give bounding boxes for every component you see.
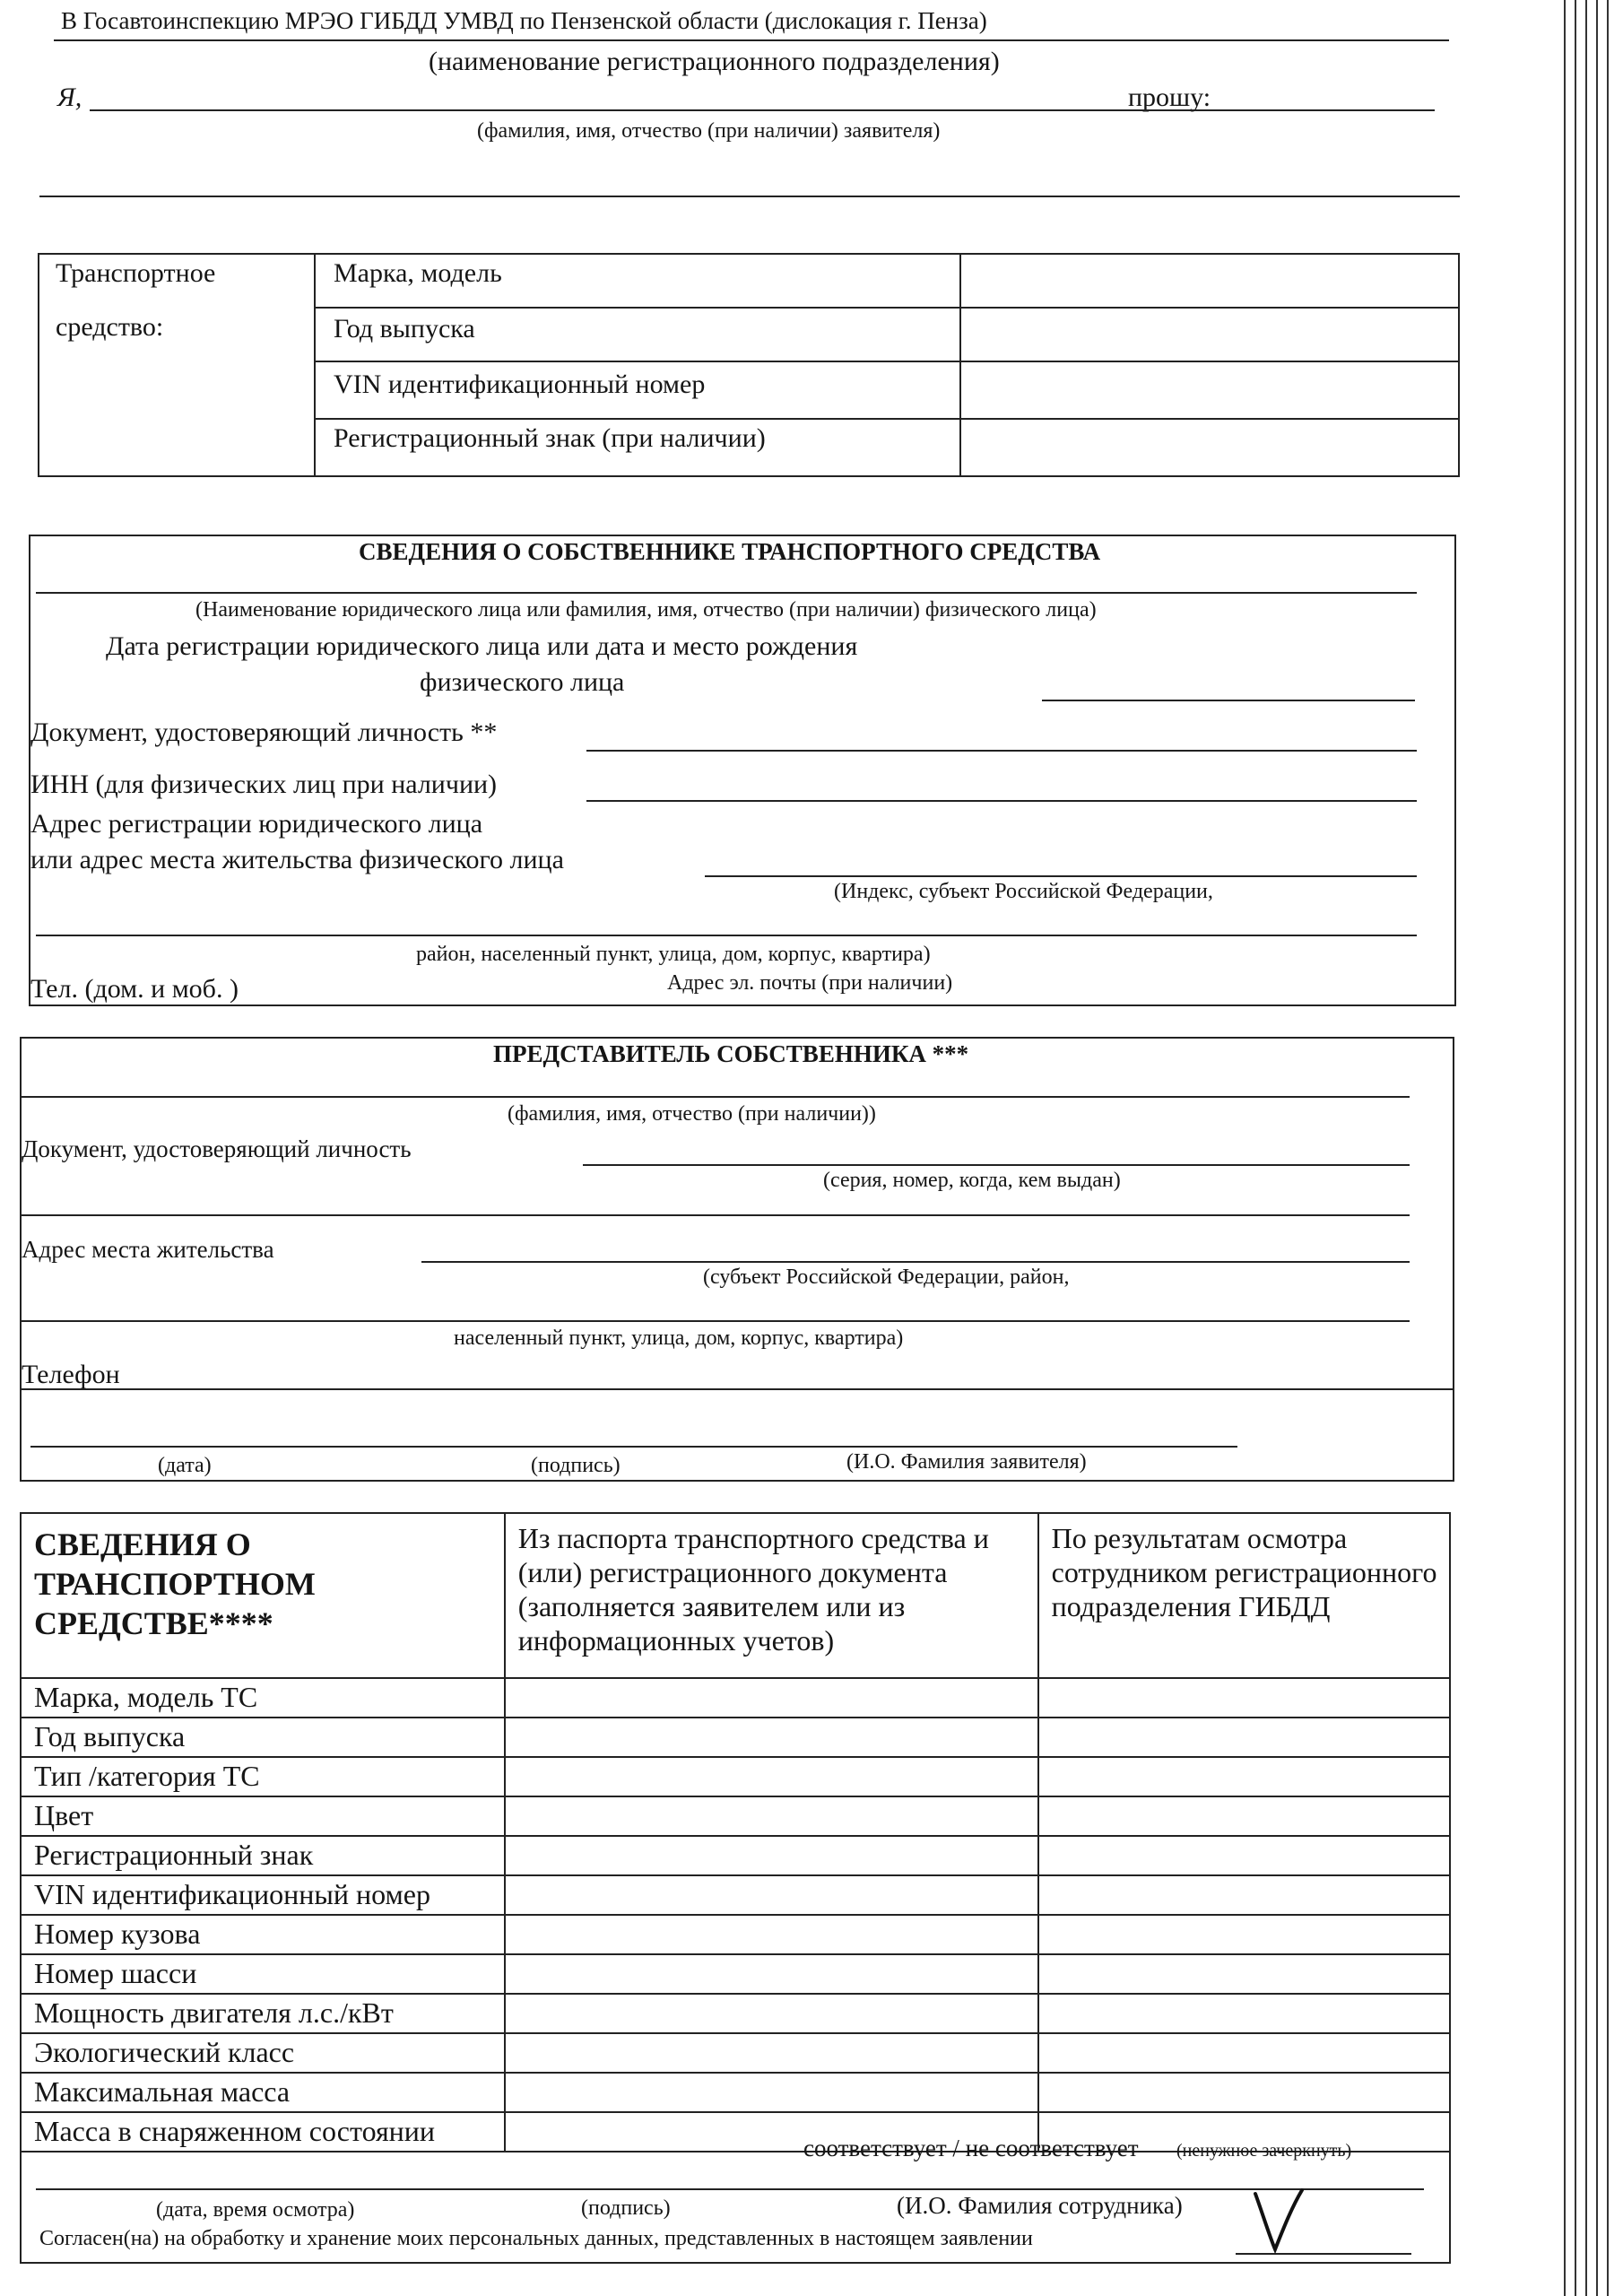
passport-cell[interactable] <box>505 1875 1038 1915</box>
inspection-cell[interactable] <box>1038 1718 1450 1757</box>
table-row <box>21 1718 1450 1757</box>
owner-title: СВЕДЕНИЯ О СОБСТВЕННИКЕ ТРАНСПОРТНОГО СРЕДСТВА <box>359 538 1101 565</box>
owner-name-caption: (Наименование юридического лица или фамилия, имя, отчество (при наличии) физического лица) <box>195 598 1097 622</box>
passport-cell[interactable] <box>505 1718 1038 1757</box>
row-label: Номер кузова <box>21 1915 505 1954</box>
passport-cell[interactable] <box>505 1757 1038 1796</box>
rep-address-label: Адрес места жительства <box>22 1236 274 1263</box>
inspection-cell[interactable] <box>1038 1875 1450 1915</box>
row-label: Мощность двигателя л.с./кВт <box>21 1994 505 2033</box>
consent-text: Согласен(на) на обработку и хранение моих персональных данных, представленных в настоящем заявлении <box>39 2227 1033 2250</box>
table-row <box>21 1757 1450 1796</box>
rep-name-caption: (фамилия, имя, отчество (при наличии)) <box>508 1102 876 1126</box>
inspection-signature-line[interactable] <box>36 2188 1424 2190</box>
owner-address-line1[interactable] <box>705 875 1417 877</box>
table-row <box>21 1994 1450 2033</box>
row-label: Год выпуска <box>21 1718 505 1757</box>
request-text-line[interactable] <box>39 196 1460 197</box>
to-underline <box>54 39 1449 41</box>
rep-sig-sign: (подпись) <box>531 1454 621 1477</box>
rep-name-line[interactable] <box>22 1096 1410 1098</box>
binding-line <box>1607 0 1609 2296</box>
table-row <box>21 1875 1450 1915</box>
table-row <box>21 1796 1450 1836</box>
row-label: Регистрационный знак <box>21 1836 505 1875</box>
applicant-name-caption: (фамилия, имя, отчество (при наличии) заявителя) <box>477 119 941 143</box>
owner-dob-label2: физического лица <box>420 667 625 697</box>
vehicle-info-title: СВЕДЕНИЯ О ТРАНСПОРТНОМ СРЕДСТВЕ**** <box>21 1513 505 1678</box>
rep-address-line1[interactable] <box>421 1261 1410 1263</box>
owner-address-label1: Адрес регистрации юридического лица <box>30 809 483 839</box>
binding-line <box>1585 0 1587 2296</box>
owner-address-label2: или адрес места жительства физического лица <box>30 845 564 874</box>
passport-cell[interactable] <box>505 1836 1038 1875</box>
table-row <box>21 1678 1450 1718</box>
inspection-column-header: По результатам осмотра сотрудником регистрационного подразделения ГИБДД <box>1038 1513 1450 1678</box>
owner-id-line[interactable] <box>586 750 1417 752</box>
row-label: VIN идентификационный номер <box>21 1875 505 1915</box>
vehicle-info-table <box>20 1512 1451 2152</box>
rep-phone-label: Телефон <box>22 1360 120 1389</box>
owner-inn-label: ИНН (для физических лиц при наличии) <box>30 770 498 799</box>
row-label: Марка, модель ТС <box>21 1678 505 1718</box>
rep-sig-date: (дата) <box>158 1454 212 1477</box>
vehicle-row-label: Регистрационный знак (при наличии) <box>334 423 766 453</box>
vehicle-vin-value[interactable] <box>963 364 1456 416</box>
binding-line <box>1596 0 1598 2296</box>
vehicle-year-value[interactable] <box>963 310 1456 359</box>
owner-dob-line[interactable] <box>1042 700 1415 701</box>
passport-cell[interactable] <box>505 2033 1038 2073</box>
to-caption: (наименование регистрационного подразделения) <box>429 47 1000 76</box>
owner-address-line2[interactable] <box>36 935 1417 936</box>
owner-inn-line[interactable] <box>586 800 1417 802</box>
representative-title: ПРЕДСТАВИТЕЛЬ СОБСТВЕННИКА *** <box>493 1040 969 1067</box>
passport-cell[interactable] <box>505 1915 1038 1954</box>
to-line: В Госавтоинспекцию МРЭО ГИБДД УМВД по Пензенской области (дислокация г. Пенза) <box>61 7 987 34</box>
vehicle-row-label: VIN идентификационный номер <box>334 370 706 399</box>
request-label: прошу: <box>1128 83 1211 112</box>
rep-address-caption1: (субъект Российской Федерации, район, <box>703 1265 1070 1289</box>
inspection-cell[interactable] <box>1038 1757 1450 1796</box>
row-label: Тип /категория ТС <box>21 1757 505 1796</box>
rep-id-label: Документ, удостоверяющий личность <box>22 1135 412 1162</box>
rep-signature-line[interactable] <box>30 1446 1237 1448</box>
rep-id-line[interactable] <box>583 1164 1410 1166</box>
vehicle-plate-value[interactable] <box>963 422 1456 474</box>
inspection-cell[interactable] <box>1038 1994 1450 2033</box>
match-note: (ненужное зачеркнуть) <box>1176 2141 1352 2161</box>
passport-cell[interactable] <box>505 2073 1038 2112</box>
checkmark-icon <box>1252 2187 1306 2255</box>
table-row <box>21 1954 1450 1994</box>
table-row <box>21 2073 1450 2112</box>
inspection-sig-date: (дата, время осмотра) <box>156 2198 355 2222</box>
inspection-cell[interactable] <box>1038 1796 1450 1836</box>
row-label: Экологический класс <box>21 2033 505 2073</box>
passport-cell[interactable] <box>505 1678 1038 1718</box>
rep-address-caption2: населенный пункт, улица, дом, корпус, квартира) <box>454 1326 904 1350</box>
match-text: соответствует / не соответствует <box>803 2135 1139 2161</box>
vehicle-row-label: Марка, модель <box>334 258 502 288</box>
passport-cell[interactable] <box>505 1796 1038 1836</box>
row-label: Цвет <box>21 1796 505 1836</box>
table-row <box>21 2033 1450 2073</box>
passport-column-header: Из паспорта транспортного средства и (или) регистрационного документа (заполняется заявителем или из информационных учетов) <box>505 1513 1038 1678</box>
table-row <box>21 1836 1450 1875</box>
row-label: Масса в снаряженном состоянии <box>21 2112 505 2152</box>
vehicle-brand-value[interactable] <box>963 257 1456 305</box>
binding-line <box>1564 0 1566 2296</box>
i-label: Я, <box>57 83 82 112</box>
rep-sig-name: (И.О. Фамилия заявителя) <box>846 1450 1087 1474</box>
owner-dob-label1: Дата регистрации юридического лица или дата и место рождения <box>106 631 858 661</box>
rep-id-line2[interactable] <box>22 1214 1410 1216</box>
vehicle-label-line2: средство: <box>56 312 164 342</box>
rep-id-caption: (серия, номер, когда, кем выдан) <box>823 1169 1121 1192</box>
owner-address-caption2: район, населенный пункт, улица, дом, корпус, квартира) <box>416 943 931 966</box>
vehicle-label-line1: Транспортное <box>56 258 216 288</box>
inspection-sig-name: (И.О. Фамилия сотрудника) <box>897 2192 1183 2219</box>
table-row <box>21 1915 1450 1954</box>
passport-cell[interactable] <box>505 1994 1038 2033</box>
inspection-cell[interactable] <box>1038 1915 1450 1954</box>
owner-id-label: Документ, удостоверяющий личность ** <box>30 718 498 747</box>
owner-address-caption1: (Индекс, субъект Российской Федерации, <box>834 880 1213 903</box>
rep-address-line2[interactable] <box>22 1320 1410 1322</box>
inspection-cell[interactable] <box>1038 2073 1450 2112</box>
inspection-cell[interactable] <box>1038 2033 1450 2073</box>
owner-phone-label: Тел. (дом. и моб. ) <box>30 974 239 1004</box>
inspection-sig-sign: (подпись) <box>581 2196 671 2220</box>
owner-name-line[interactable] <box>36 592 1417 594</box>
inspection-cell[interactable] <box>1038 1836 1450 1875</box>
row-label: Максимальная масса <box>21 2073 505 2112</box>
inspection-cell[interactable] <box>1038 1954 1450 1994</box>
vehicle-row-label: Год выпуска <box>334 314 475 344</box>
inspection-cell[interactable] <box>1038 1678 1450 1718</box>
owner-email-label: Адрес эл. почты (при наличии) <box>667 971 953 995</box>
row-label: Номер шасси <box>21 1954 505 1994</box>
binding-line <box>1575 0 1576 2296</box>
applicant-name-line[interactable] <box>90 109 1435 111</box>
passport-cell[interactable] <box>505 1954 1038 1994</box>
